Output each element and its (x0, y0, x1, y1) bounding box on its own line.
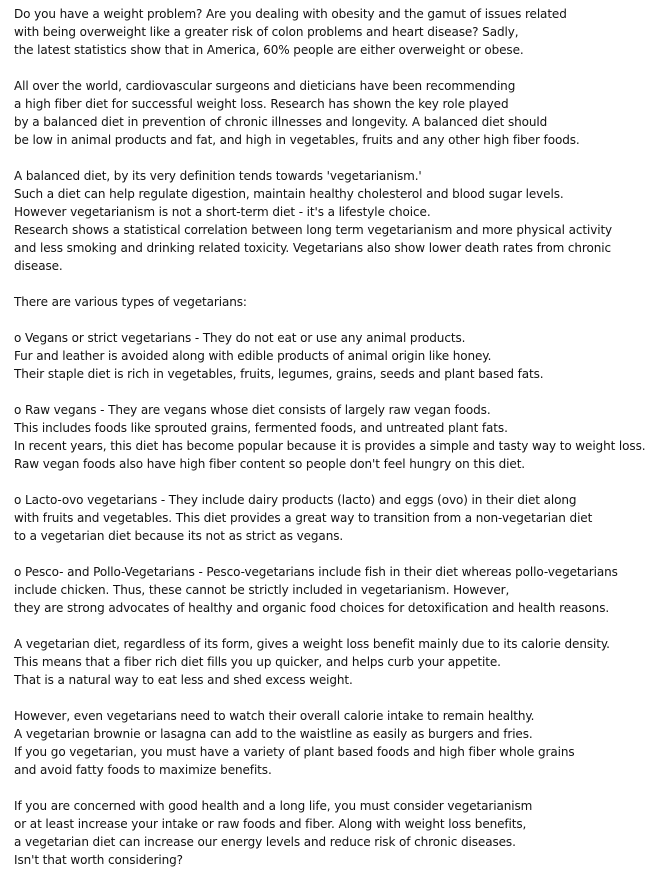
paragraph (14, 563, 646, 617)
text-line: be low in animal products and fat, and high in vegetables, fruits and any other high fiber foods. (14, 133, 580, 147)
text-line: with fruits and vegetables. This diet provides a great way to transition from a non-vegetarian diet (14, 511, 593, 525)
text-line: A vegetarian brownie or lasagna can add to the waistline as easily as burgers and fries. (14, 727, 533, 741)
text-line: There are various types of vegetarians: (14, 295, 247, 309)
text-line: they are strong advocates of healthy and organic food choices for detoxification and health reasons. (14, 601, 610, 615)
text-line: by a balanced diet in prevention of chronic illnesses and longevity. A balanced diet should (14, 115, 548, 129)
text-line: with being overweight like a greater risk of colon problems and heart disease? Sadly, (14, 25, 519, 39)
text-line: All over the world, cardiovascular surgeons and dieticians have been recommending (14, 79, 516, 93)
text-line: If you are concerned with good health and a long life, you must consider vegetarianism (14, 799, 533, 813)
paragraph (14, 293, 646, 311)
paragraph (14, 167, 646, 275)
article-body (14, 5, 646, 887)
text-line: Fur and leather is avoided along with edible products of animal origin like honey. (14, 349, 492, 363)
text-line: If you go vegetarian, you must have a variety of plant based foods and high fiber whole grains (14, 745, 575, 759)
text-line: Their staple diet is rich in vegetables, fruits, legumes, grains, seeds and plant based fats. (14, 367, 544, 381)
text-line: a high fiber diet for successful weight loss. Research has shown the key role played (14, 97, 509, 111)
paragraph (14, 707, 646, 779)
text-line: the latest statistics show that in America, 60% people are either overweight or obese. (14, 43, 524, 57)
text-line: include chicken. Thus, these cannot be strictly included in vegetarianism. However, (14, 583, 510, 597)
text-line: o Raw vegans - They are vegans whose diet consists of largely raw vegan foods. (14, 403, 491, 417)
text-line: disease. (14, 259, 63, 273)
paragraph (14, 5, 646, 59)
paragraph (14, 401, 646, 473)
text-line: or at least increase your intake or raw foods and fiber. Along with weight loss benefits, (14, 817, 527, 831)
text-line: Raw vegan foods also have high fiber content so people don't feel hungry on this diet. (14, 457, 526, 471)
text-line: This means that a fiber rich diet fills you up quicker, and helps curb your appetite. (14, 655, 501, 669)
text-line: Isn't that worth considering? (14, 853, 183, 867)
text-line: Such a diet can help regulate digestion, maintain healthy cholesterol and blood sugar levels. (14, 187, 564, 201)
text-line: A vegetarian diet, regardless of its form, gives a weight loss benefit mainly due to its calorie density. (14, 637, 610, 651)
text-line: and less smoking and drinking related toxicity. Vegetarians also show lower death rates from chronic (14, 241, 612, 255)
text-line: However, even vegetarians need to watch their overall calorie intake to remain healthy. (14, 709, 535, 723)
paragraph (14, 797, 646, 869)
text-line: However vegetarianism is not a short-term diet - it's a lifestyle choice. (14, 205, 431, 219)
paragraph (14, 635, 646, 689)
paragraph (14, 491, 646, 545)
text-line: A balanced diet, by its very definition tends towards 'vegetarianism.' (14, 169, 422, 183)
text-line: a vegetarian diet can increase our energy levels and reduce risk of chronic diseases. (14, 835, 516, 849)
text-line: Do you have a weight problem? Are you dealing with obesity and the gamut of issues related (14, 7, 567, 21)
text-line: o Vegans or strict vegetarians - They do not eat or use any animal products. (14, 331, 466, 345)
paragraph (14, 77, 646, 149)
text-line: to a vegetarian diet because its not as strict as vegans. (14, 529, 344, 543)
text-line: Research shows a statistical correlation between long term vegetarianism and more physical activity (14, 223, 613, 237)
text-line: In recent years, this diet has become popular because it is provides a simple and tasty way to weight loss. (14, 439, 646, 453)
text-line: o Pesco- and Pollo-Vegetarians - Pesco-vegetarians include fish in their diet whereas pollo-vegetarians (14, 565, 618, 579)
text-line: This includes foods like sprouted grains, fermented foods, and untreated plant fats. (14, 421, 508, 435)
text-line: and avoid fatty foods to maximize benefits. (14, 763, 272, 777)
text-line: That is a natural way to eat less and shed excess weight. (14, 673, 353, 687)
text-line: o Lacto-ovo vegetarians - They include dairy products (lacto) and eggs (ovo) in their diet along (14, 493, 577, 507)
paragraph (14, 329, 646, 383)
